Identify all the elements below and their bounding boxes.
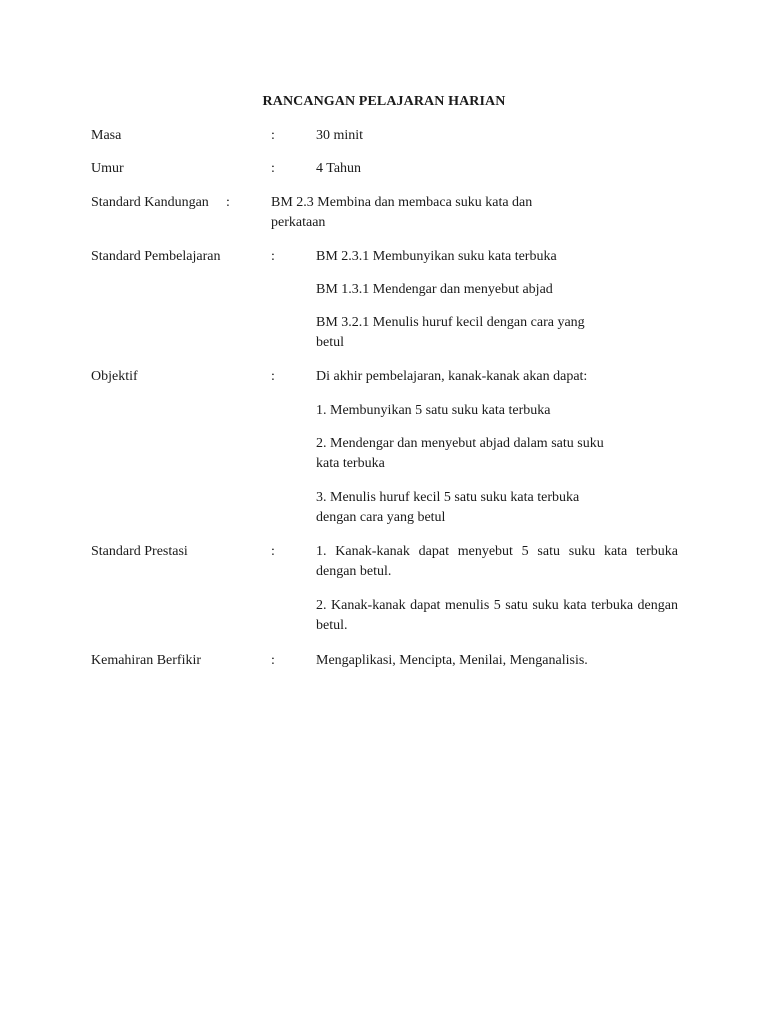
- standard-pembelajaran-item: BM 1.3.1 Mendengar dan menyebut abjad: [316, 282, 553, 297]
- standard-pembelajaran-colon: :: [271, 249, 275, 264]
- standard-kandungan-value-line1: BM 2.3 Membina dan membaca suku kata dan: [271, 195, 533, 210]
- objektif-label: Objektif: [91, 369, 138, 384]
- masa-label: Masa: [91, 128, 122, 143]
- objektif-item: 1. Membunyikan 5 satu suku kata terbuka: [316, 403, 551, 418]
- standard-prestasi-item: 2. Kanak-kanak dapat menulis 5 satu suku kata terbuka dengan betul.: [316, 598, 678, 633]
- standard-kandungan-label: Standard Kandungan: [91, 195, 209, 210]
- standard-kandungan-value-line2: perkataan: [271, 215, 326, 230]
- objektif-item: 3. Menulis huruf kecil 5 satu suku kata terbuka dengan cara yang betul: [316, 490, 580, 525]
- kemahiran-berfikir-value: Mengaplikasi, Mencipta, Menilai, Menganalisis.: [316, 653, 588, 668]
- objektif-item: 2. Mendengar dan menyebut abjad dalam satu suku kata terbuka: [316, 436, 604, 471]
- umur-value: 4 Tahun: [316, 161, 362, 176]
- umur-colon: :: [271, 161, 275, 176]
- umur-label: Umur: [91, 161, 124, 176]
- standard-prestasi-label: Standard Prestasi: [91, 544, 188, 559]
- kemahiran-berfikir-label: Kemahiran Berfikir: [91, 653, 202, 668]
- standard-pembelajaran-label: Standard Pembelajaran: [91, 249, 221, 264]
- standard-pembelajaran-item: BM 2.3.1 Membunyikan suku kata terbuka: [316, 249, 557, 264]
- standard-pembelajaran-item: BM 3.2.1 Menulis huruf kecil dengan cara yang betul: [316, 315, 585, 350]
- document-title: RANCANGAN PELAJARAN HARIAN: [262, 94, 506, 109]
- standard-prestasi-colon: :: [271, 544, 275, 559]
- masa-colon: :: [271, 128, 275, 143]
- objektif-colon: :: [271, 369, 275, 384]
- objektif-intro: Di akhir pembelajaran, kanak-kanak akan dapat:: [316, 369, 588, 384]
- masa-value: 30 minit: [316, 128, 364, 143]
- kemahiran-berfikir-colon: :: [271, 653, 275, 668]
- standard-prestasi-item: 1. Kanak-kanak dapat menyebut 5 satu suku kata terbuka dengan betul.: [316, 544, 678, 579]
- standard-kandungan-colon: :: [226, 195, 230, 210]
